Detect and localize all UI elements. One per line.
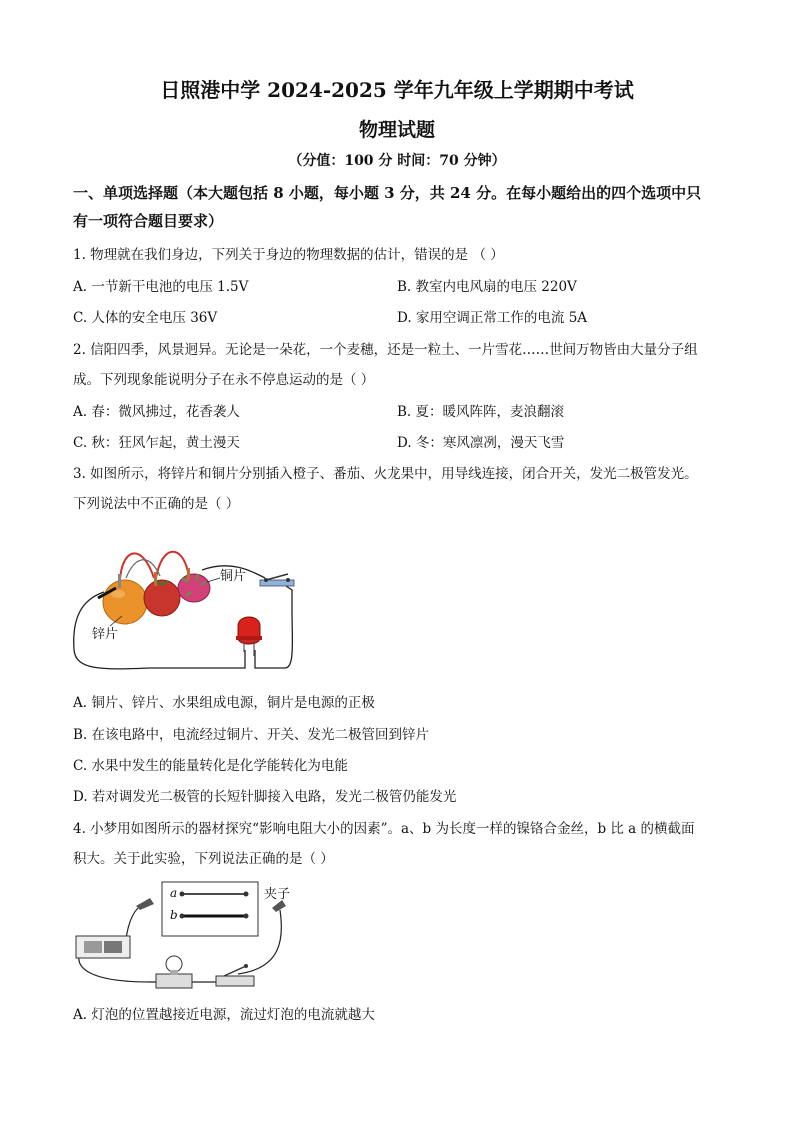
question-1-stem: 1. 物理就在我们身边，下列关于身边的物理数据的估计，错误的是 （ ） — [73, 247, 504, 263]
question-2-option-b: B. 夏：暖风阵阵，麦浪翻滚 — [397, 404, 565, 420]
question-3-option-d: D. 若对调发光二极管的长短针脚接入电路，发光二极管仍能发光 — [73, 789, 457, 805]
question-4-stem-line1: 4. 小梦用如图所示的器材探究“影响电阻大小的因素”。a、b 为长度一样的镍铬合金丝，b 比 a 的横截面 — [73, 821, 695, 837]
clip-label: 夹子 — [264, 887, 291, 902]
question-3-option-a: A. 铜片、锌片、水果组成电源，铜片是电源的正极 — [73, 695, 375, 711]
exam-meta: （分值：100 分 时间：70 分钟） — [288, 153, 506, 169]
question-4-option-a: A. 灯泡的位置越接近电源，流过灯泡的电流就越大 — [73, 1007, 375, 1023]
zinc-label: 锌片 — [92, 627, 119, 642]
question-2-stem-line1: 2. 信阳四季，风景迥异。无论是一朵花，一个麦穗，还是一粒土、一片雪花……世间万物皆由大量分子组 — [73, 342, 698, 358]
question-3-stem-line2: 下列说法中不正确的是（ ） — [73, 496, 240, 512]
question-2-stem-line2: 成。下列现象能说明分子在永不停息运动的是（ ） — [73, 372, 375, 388]
question-1-option-b: B. 教室内电风扇的电压 220V — [397, 279, 577, 295]
fruit-battery-circuit-figure — [70, 530, 310, 680]
section-heading-line1: 一、单项选择题（本大题包括 8 小题，每小题 3 分，共 24 分。在每小题给出的四个选项中只 — [73, 184, 702, 202]
question-3-stem-line1: 3. 如图所示，将锌片和铜片分别插入橙子、番茄、火龙果中，用导线连接，闭合开关，发光二极管发光。 — [73, 466, 698, 482]
exam-title: 日照港中学 2024-2025 学年九年级上学期期中考试 — [160, 78, 634, 102]
exam-subtitle: 物理试题 — [358, 119, 435, 141]
question-1-option-c: C. 人体的安全电压 36V — [73, 310, 218, 326]
resistance-experiment-figure — [70, 878, 300, 998]
question-3-option-b: B. 在该电路中，电流经过铜片、开关、发光二极管回到锌片 — [73, 727, 430, 743]
question-4-stem-line2: 积大。关于此实验，下列说法正确的是（ ） — [73, 851, 334, 867]
section-heading-line2: 有一项符合题目要求） — [73, 212, 224, 230]
question-3-option-c: C. 水果中发生的能量转化是化学能转化为电能 — [73, 758, 348, 774]
copper-label: 铜片 — [220, 569, 247, 584]
question-1-option-d: D. 家用空调正常工作的电流 5A — [397, 310, 588, 326]
fruit-circuit-drawing — [70, 530, 310, 680]
question-2-option-a: A. 春：微风拂过，花香袭人 — [73, 404, 240, 420]
question-2-option-d: D. 冬：寒风凛冽，漫天飞雪 — [397, 435, 565, 451]
question-1-option-a: A. 一节新干电池的电压 1.5V — [73, 279, 249, 295]
question-2-option-c: C. 秋：狂风乍起，黄土漫天 — [73, 435, 240, 451]
wire-a-label: a — [170, 886, 178, 900]
wire-b-label: b — [170, 908, 178, 922]
